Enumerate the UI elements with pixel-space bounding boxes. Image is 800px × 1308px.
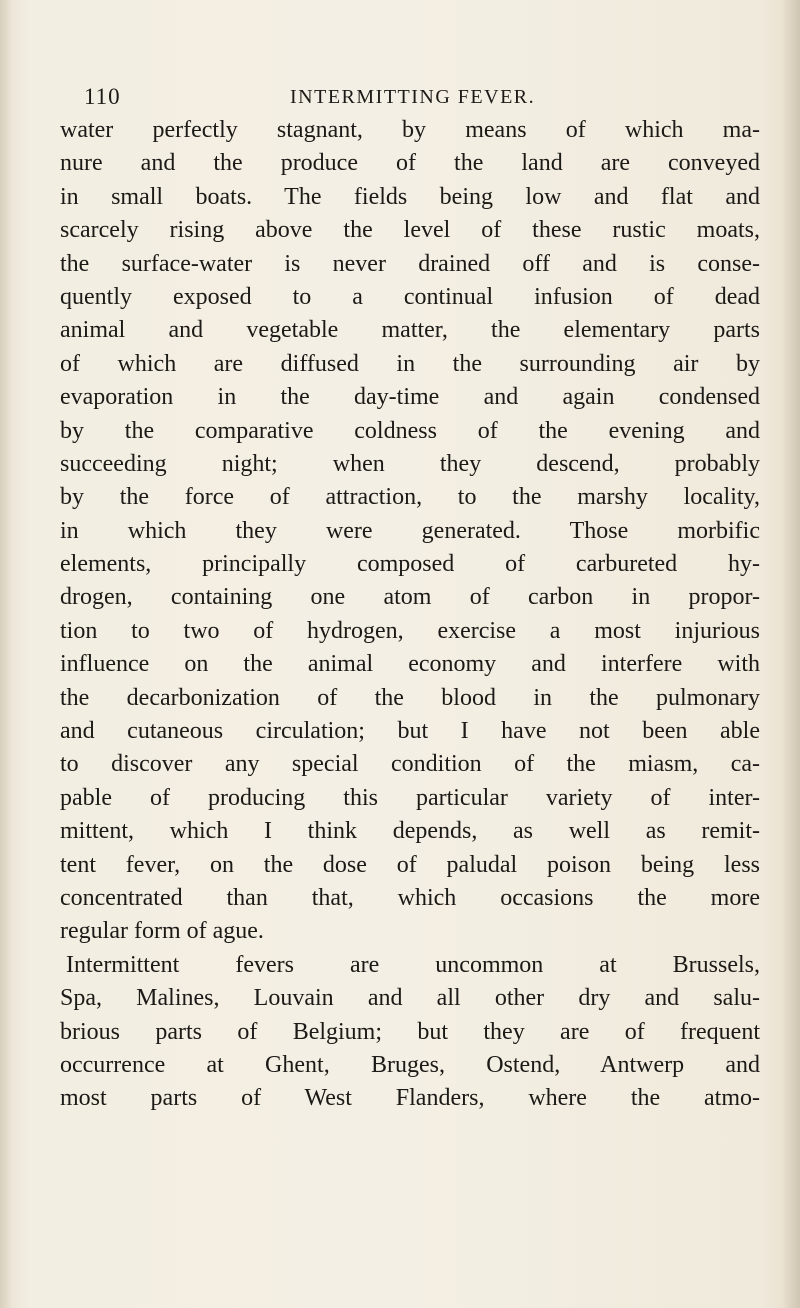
text-line: Spa, Malines, Louvain and all other dry and salu- — [60, 985, 760, 1012]
text-line: elements, principally composed of carbureted hy- — [60, 551, 760, 578]
text-line: mittent, which I think depends, as well as remit- — [60, 818, 760, 845]
text-line: water perfectly stagnant, by means of which ma- — [60, 117, 760, 143]
text-line: regular form of ague. — [60, 918, 264, 945]
running-head: INTERMITTING FEVER. — [290, 86, 536, 108]
page-number: 110 — [84, 84, 121, 109]
text-line: animal and vegetable matter, the elementary parts — [60, 317, 760, 344]
text-line: Intermittent fevers are uncommon at Brussels, — [66, 951, 760, 978]
text-line: pable of producing this particular variety of inter- — [60, 784, 760, 811]
text-line: to discover any special condition of the miasm, ca- — [60, 751, 760, 778]
text-line: brious parts of Belgium; but they are of frequent — [60, 1018, 760, 1045]
text-line: tion to two of hydrogen, exercise a most injurious — [60, 617, 760, 644]
text-line: quently exposed to a continual infusion of dead — [60, 283, 760, 310]
page-gutter-shadow — [0, 0, 12, 1308]
page-edge-shadow — [782, 0, 800, 1308]
text-line: in which they were generated. Those morbific — [60, 517, 760, 544]
text-line: most parts of West Flanders, where the atmo- — [60, 1085, 760, 1112]
text-line: the decarbonization of the blood in the pulmonary — [60, 684, 760, 711]
text-line: occurrence at Ghent, Bruges, Ostend, Antwerp and — [60, 1051, 760, 1078]
text-line: of which are diffused in the surrounding air by — [60, 350, 760, 377]
text-line: evaporation in the day-time and again condensed — [60, 384, 760, 411]
text-line: nure and the produce of the land are conveyed — [60, 150, 760, 177]
text-line: by the force of attraction, to the marshy locality, — [60, 484, 760, 511]
text-line: scarcely rising above the level of these rustic moats, — [60, 217, 760, 244]
text-line: succeeding night; when they descend, probably — [60, 450, 760, 477]
text-line: influence on the animal economy and interfere with — [60, 651, 760, 678]
text-line: concentrated than that, which occasions the more — [60, 884, 760, 911]
body-text — [60, 115, 760, 1117]
text-line: in small boats. The fields being low and flat and — [60, 183, 760, 210]
text-line: and cutaneous circulation; but I have not been able — [60, 718, 760, 745]
text-line: drogen, containing one atom of carbon in propor- — [60, 584, 760, 611]
text-line: the surface-water is never drained off and is conse- — [60, 250, 760, 277]
text-line: tent fever, on the dose of paludal poison being less — [60, 851, 760, 878]
text-line: by the comparative coldness of the evening and — [60, 417, 760, 444]
